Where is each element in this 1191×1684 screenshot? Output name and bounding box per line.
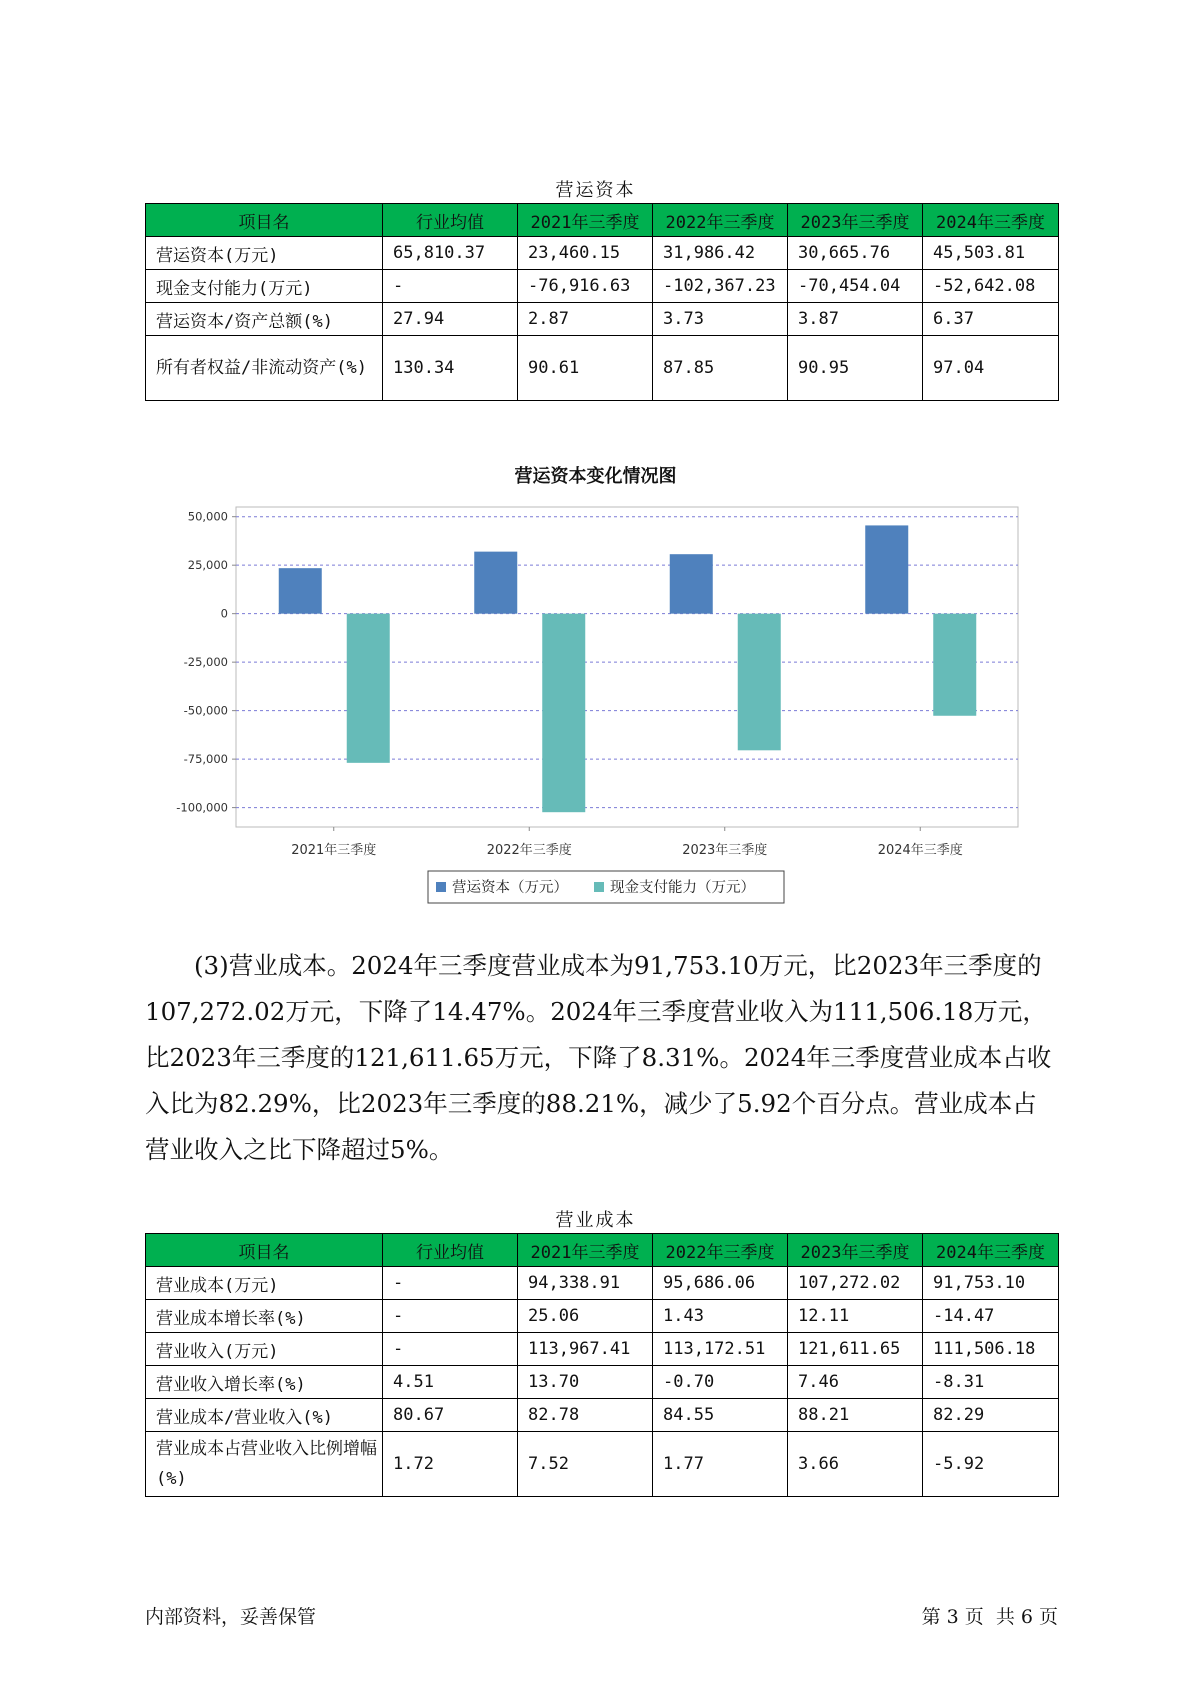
table-cell: 45,503.81 xyxy=(923,237,1059,270)
table-cell: -102,367.23 xyxy=(653,270,788,303)
table-cell: 1.77 xyxy=(653,1432,788,1497)
table-cell: 1.43 xyxy=(653,1300,788,1333)
table-cell: 2.87 xyxy=(518,303,653,336)
y-tick-label: 50,000 xyxy=(187,509,228,524)
header-cell: 项目名 xyxy=(146,204,383,237)
y-tick-label: -75,000 xyxy=(183,752,228,767)
footer-confidential: 内部资料，妥善保管 xyxy=(145,1606,317,1628)
table-cell: 82.29 xyxy=(923,1399,1059,1432)
table-cell: 94,338.91 xyxy=(518,1267,653,1300)
row-label: 营运资本/资产总额(%) xyxy=(146,303,383,336)
working-capital-table xyxy=(145,203,1059,401)
legend-label: 现金支付能力（万元） xyxy=(610,880,755,896)
table-cell: 31,986.42 xyxy=(653,237,788,270)
table-cell: 113,967.41 xyxy=(518,1333,653,1366)
bar xyxy=(542,614,585,813)
table-cell: -8.31 xyxy=(923,1366,1059,1399)
table-cell: 121,611.65 xyxy=(788,1333,923,1366)
table-cell: 6.37 xyxy=(923,303,1059,336)
table-row xyxy=(146,1432,1059,1497)
legend-swatch xyxy=(436,882,446,892)
table-row xyxy=(146,1300,1059,1333)
bar xyxy=(865,525,908,613)
header-cell: 行业均值 xyxy=(383,1234,518,1267)
table-cell: -52,642.08 xyxy=(923,270,1059,303)
table-cell: -14.47 xyxy=(923,1300,1059,1333)
y-tick-label: -100,000 xyxy=(176,800,228,815)
table-cell: 88.21 xyxy=(788,1399,923,1432)
table-cell: 84.55 xyxy=(653,1399,788,1432)
y-tick-label: 0 xyxy=(220,606,228,621)
table-cell: 3.87 xyxy=(788,303,923,336)
x-tick-label: 2023年三季度 xyxy=(682,843,768,858)
table-cell: 130.34 xyxy=(383,336,518,401)
table-cell: 65,810.37 xyxy=(383,237,518,270)
chart-title: 营运资本变化情况图 xyxy=(514,466,677,487)
table1-caption: 营运资本 xyxy=(555,180,636,201)
table-cell: 25.06 xyxy=(518,1300,653,1333)
table-cell: -76,916.63 xyxy=(518,270,653,303)
x-tick-label: 2021年三季度 xyxy=(291,843,377,858)
table-cell: - xyxy=(383,1300,518,1333)
table-cell: 91,753.10 xyxy=(923,1267,1059,1300)
bar xyxy=(933,614,976,716)
table-header-row xyxy=(146,204,1059,237)
legend-label: 营运资本（万元） xyxy=(452,880,568,896)
table-cell: 87.85 xyxy=(653,336,788,401)
table-row xyxy=(146,1366,1059,1399)
header-cell: 2024年三季度 xyxy=(923,1234,1059,1267)
header-cell: 2021年三季度 xyxy=(518,204,653,237)
y-tick-label: -25,000 xyxy=(183,655,228,670)
table-cell: 90.95 xyxy=(788,336,923,401)
table-cell: -5.92 xyxy=(923,1432,1059,1497)
table-cell: 3.73 xyxy=(653,303,788,336)
paragraph-text: (3)营业成本。2024年三季度营业成本为91,753.10万元，比2023年三季度的107,272.02万元，下降了14.47%。2024年三季度营业收入为111,506.18万元，比2023年三季度的121,611.65万元，下降了8.31%。2024年三季度营业成本占收入比为82.29%，比2023年三季度的88.21%，减少了5.92个百分点。营业成本占营业收入之比下降超过5%。 xyxy=(145,951,1052,1164)
bar xyxy=(347,614,390,763)
table-cell: 107,272.02 xyxy=(788,1267,923,1300)
y-tick-label: 25,000 xyxy=(187,558,228,573)
bar xyxy=(670,554,713,613)
header-cell: 2024年三季度 xyxy=(923,204,1059,237)
x-tick-label: 2024年三季度 xyxy=(877,843,963,858)
header-cell: 项目名 xyxy=(146,1234,383,1267)
row-label: 所有者权益/非流动资产(%) xyxy=(146,336,383,401)
bar xyxy=(474,552,517,614)
row-label: 营业成本占营业收入比例增幅(%) xyxy=(146,1432,383,1497)
row-label: 营业收入增长率(%) xyxy=(146,1366,383,1399)
table-row xyxy=(146,303,1059,336)
table-row xyxy=(146,270,1059,303)
table-row xyxy=(146,1267,1059,1300)
table-cell: 13.70 xyxy=(518,1366,653,1399)
row-label: 营业成本增长率(%) xyxy=(146,1300,383,1333)
y-tick-label: -50,000 xyxy=(183,703,228,718)
table-cell: 23,460.15 xyxy=(518,237,653,270)
table-cell: - xyxy=(383,270,518,303)
table-cell: 7.46 xyxy=(788,1366,923,1399)
table-cell: 111,506.18 xyxy=(923,1333,1059,1366)
table-cell: 1.72 xyxy=(383,1432,518,1497)
table-row xyxy=(146,336,1059,401)
table-cell: -70,454.04 xyxy=(788,270,923,303)
header-cell: 行业均值 xyxy=(383,204,518,237)
table-cell: 90.61 xyxy=(518,336,653,401)
table-cell: 80.67 xyxy=(383,1399,518,1432)
table-row xyxy=(146,1333,1059,1366)
table-cell: 3.66 xyxy=(788,1432,923,1497)
table-header-row xyxy=(146,1234,1059,1267)
header-cell: 2022年三季度 xyxy=(653,1234,788,1267)
table-row xyxy=(146,237,1059,270)
table-cell: 12.11 xyxy=(788,1300,923,1333)
table-cell: 30,665.76 xyxy=(788,237,923,270)
row-label: 现金支付能力(万元) xyxy=(146,270,383,303)
bar xyxy=(738,614,781,751)
table-cell: 95,686.06 xyxy=(653,1267,788,1300)
working-capital-chart xyxy=(150,490,1030,905)
footer-page-number: 第 3 页 共 6 页 xyxy=(921,1606,1058,1628)
table-cell: -0.70 xyxy=(653,1366,788,1399)
table2-caption: 营业成本 xyxy=(555,1210,636,1231)
table-cell: - xyxy=(383,1267,518,1300)
table-cell: 4.51 xyxy=(383,1366,518,1399)
body-paragraph xyxy=(145,943,1058,1173)
header-cell: 2023年三季度 xyxy=(788,204,923,237)
table-cell: 97.04 xyxy=(923,336,1059,401)
operating-cost-table xyxy=(145,1233,1059,1497)
row-label: 营运资本(万元) xyxy=(146,237,383,270)
table-cell: 7.52 xyxy=(518,1432,653,1497)
table-row xyxy=(146,1399,1059,1432)
header-cell: 2023年三季度 xyxy=(788,1234,923,1267)
row-label: 营业收入(万元) xyxy=(146,1333,383,1366)
row-label: 营业成本(万元) xyxy=(146,1267,383,1300)
header-cell: 2021年三季度 xyxy=(518,1234,653,1267)
bar xyxy=(279,568,322,613)
table-cell: 82.78 xyxy=(518,1399,653,1432)
x-tick-label: 2022年三季度 xyxy=(486,843,572,858)
table-cell: - xyxy=(383,1333,518,1366)
row-label: 营业成本/营业收入(%) xyxy=(146,1399,383,1432)
header-cell: 2022年三季度 xyxy=(653,204,788,237)
table-cell: 27.94 xyxy=(383,303,518,336)
table-cell: 113,172.51 xyxy=(653,1333,788,1366)
legend-swatch xyxy=(594,882,604,892)
